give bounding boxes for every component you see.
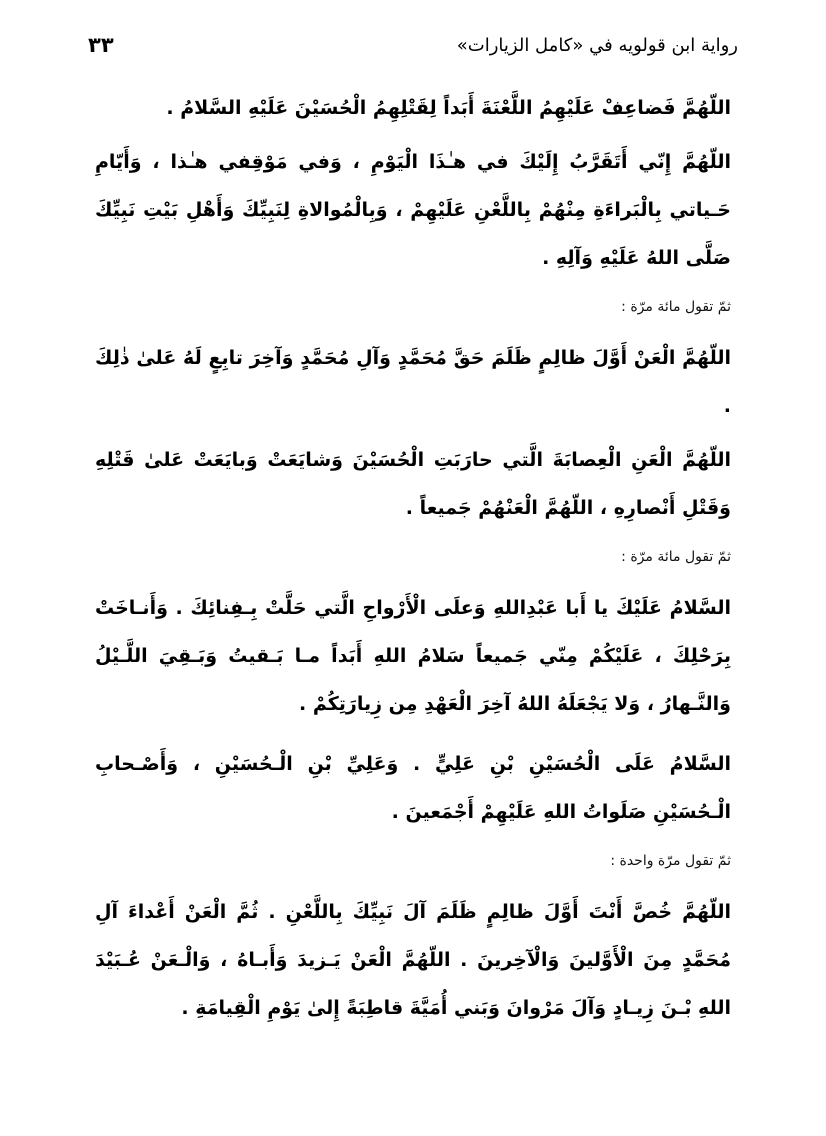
paragraph-3: اللّهُمَّ الْعَنْ أَوَّلَ ظالِمٍ ظَلَمَ حَقَّ مُحَمَّدٍ وَآلِ مُحَمَّدٍ وَآخِرَ تابِعٍ لَهُ عَلىٰ ذٰلِكَ . (95, 347, 731, 417)
page-header (88, 30, 738, 60)
paragraph-6: السَّلامُ عَلَى الْحُسَيْنِ بْنِ عَلِيٍّ . وَعَلِيِّ بْنِ الْـحُسَيْنِ ، وَأَصْـحابِ الْـحُسَيْنِ صَلَواتُ اللهِ عَلَيْهِمْ أَجْمَعينَ . (95, 753, 731, 823)
instruction-3: ثمّ تقول مرّة واحدة : (610, 853, 731, 869)
paragraph-4: اللّهُمَّ الْعَنِ الْعِصابَةَ الَّتي حارَبَتِ الْحُسَيْنَ وَشايَعَتْ وَبايَعَتْ عَلىٰ قَتْلِهِ وَقَتْلِ أَنْصارِهِ ، اللّهُمَّ الْعَنْهُمْ جَميعاً . (95, 449, 731, 519)
paragraph-1: اللّهُمَّ فَضاعِفْ عَلَيْهِمُ اللَّعْنَةَ أَبَداً لِقَتْلِهِمُ الْحُسَيْنَ عَلَيْهِ السَّلامُ . (166, 97, 731, 119)
page-number: ٣٣ (88, 33, 114, 57)
running-title: رواية ابن قولويه في «كامل الزيارات» (456, 34, 738, 56)
instruction-2: ثمّ تقول مائة مرّة : (621, 549, 731, 565)
paragraph-2: اللّهُمَّ إِنّي أَتَقَرَّبُ إِلَيْكَ في هـٰذَا الْيَوْمِ ، وَفي مَوْقِفي هـٰذا ، وَأَيّامِ حَـياتي بِالْبَراءَةِ مِنْهُمْ بِاللَّعْنِ عَلَيْهِمْ ، وَبِالْمُوالاةِ لِنَبِيِّكَ وَأَهْلِ بَيْتِ نَبِيِّكَ صَلَّى اللهُ عَلَيْهِ وَآلِهِ . (95, 151, 731, 269)
paragraph-7: اللّهُمَّ خُصَّ أَنْتَ أَوَّلَ ظالِمٍ ظَلَمَ آلَ نَبِيِّكَ بِاللَّعْنِ . ثُمَّ الْعَنْ أَعْداءَ آلِ مُحَمَّدٍ مِنَ الْأَوَّلينَ وَالْآخِرينَ . اللّهُمَّ الْعَنْ يَـزيدَ وَأَبـاهُ ، وَالْـعَنْ عُـبَيْدَ اللهِ بْـنَ زِيـادٍ وَآلَ مَرْوانَ وَبَني أُمَيَّةَ قاطِبَةً إِلىٰ يَوْمِ الْقِيامَةِ . (95, 901, 731, 1019)
main-text (95, 84, 731, 1044)
paragraph-5: السَّلامُ عَلَيْكَ يا أَبا عَبْدِاللهِ وَعلَى الْأَرْواحِ الَّتي حَلَّتْ بِـفِنائِكَ . وَأَنـاخَتْ بِرَحْلِكَ ، عَلَيْكُمْ مِنّي جَميعاً سَلامُ اللهِ أَبَداً مـا بَـقيتُ وَبَـقِيَ اللَّـيْلُ وَالنَّـهارُ ، وَلا يَجْعَلَهُ اللهُ آخِرَ الْعَهْدِ مِن زِيارَتِكُمْ . (95, 597, 731, 715)
instruction-1: ثمّ تقول مائة مرّة : (621, 299, 731, 315)
